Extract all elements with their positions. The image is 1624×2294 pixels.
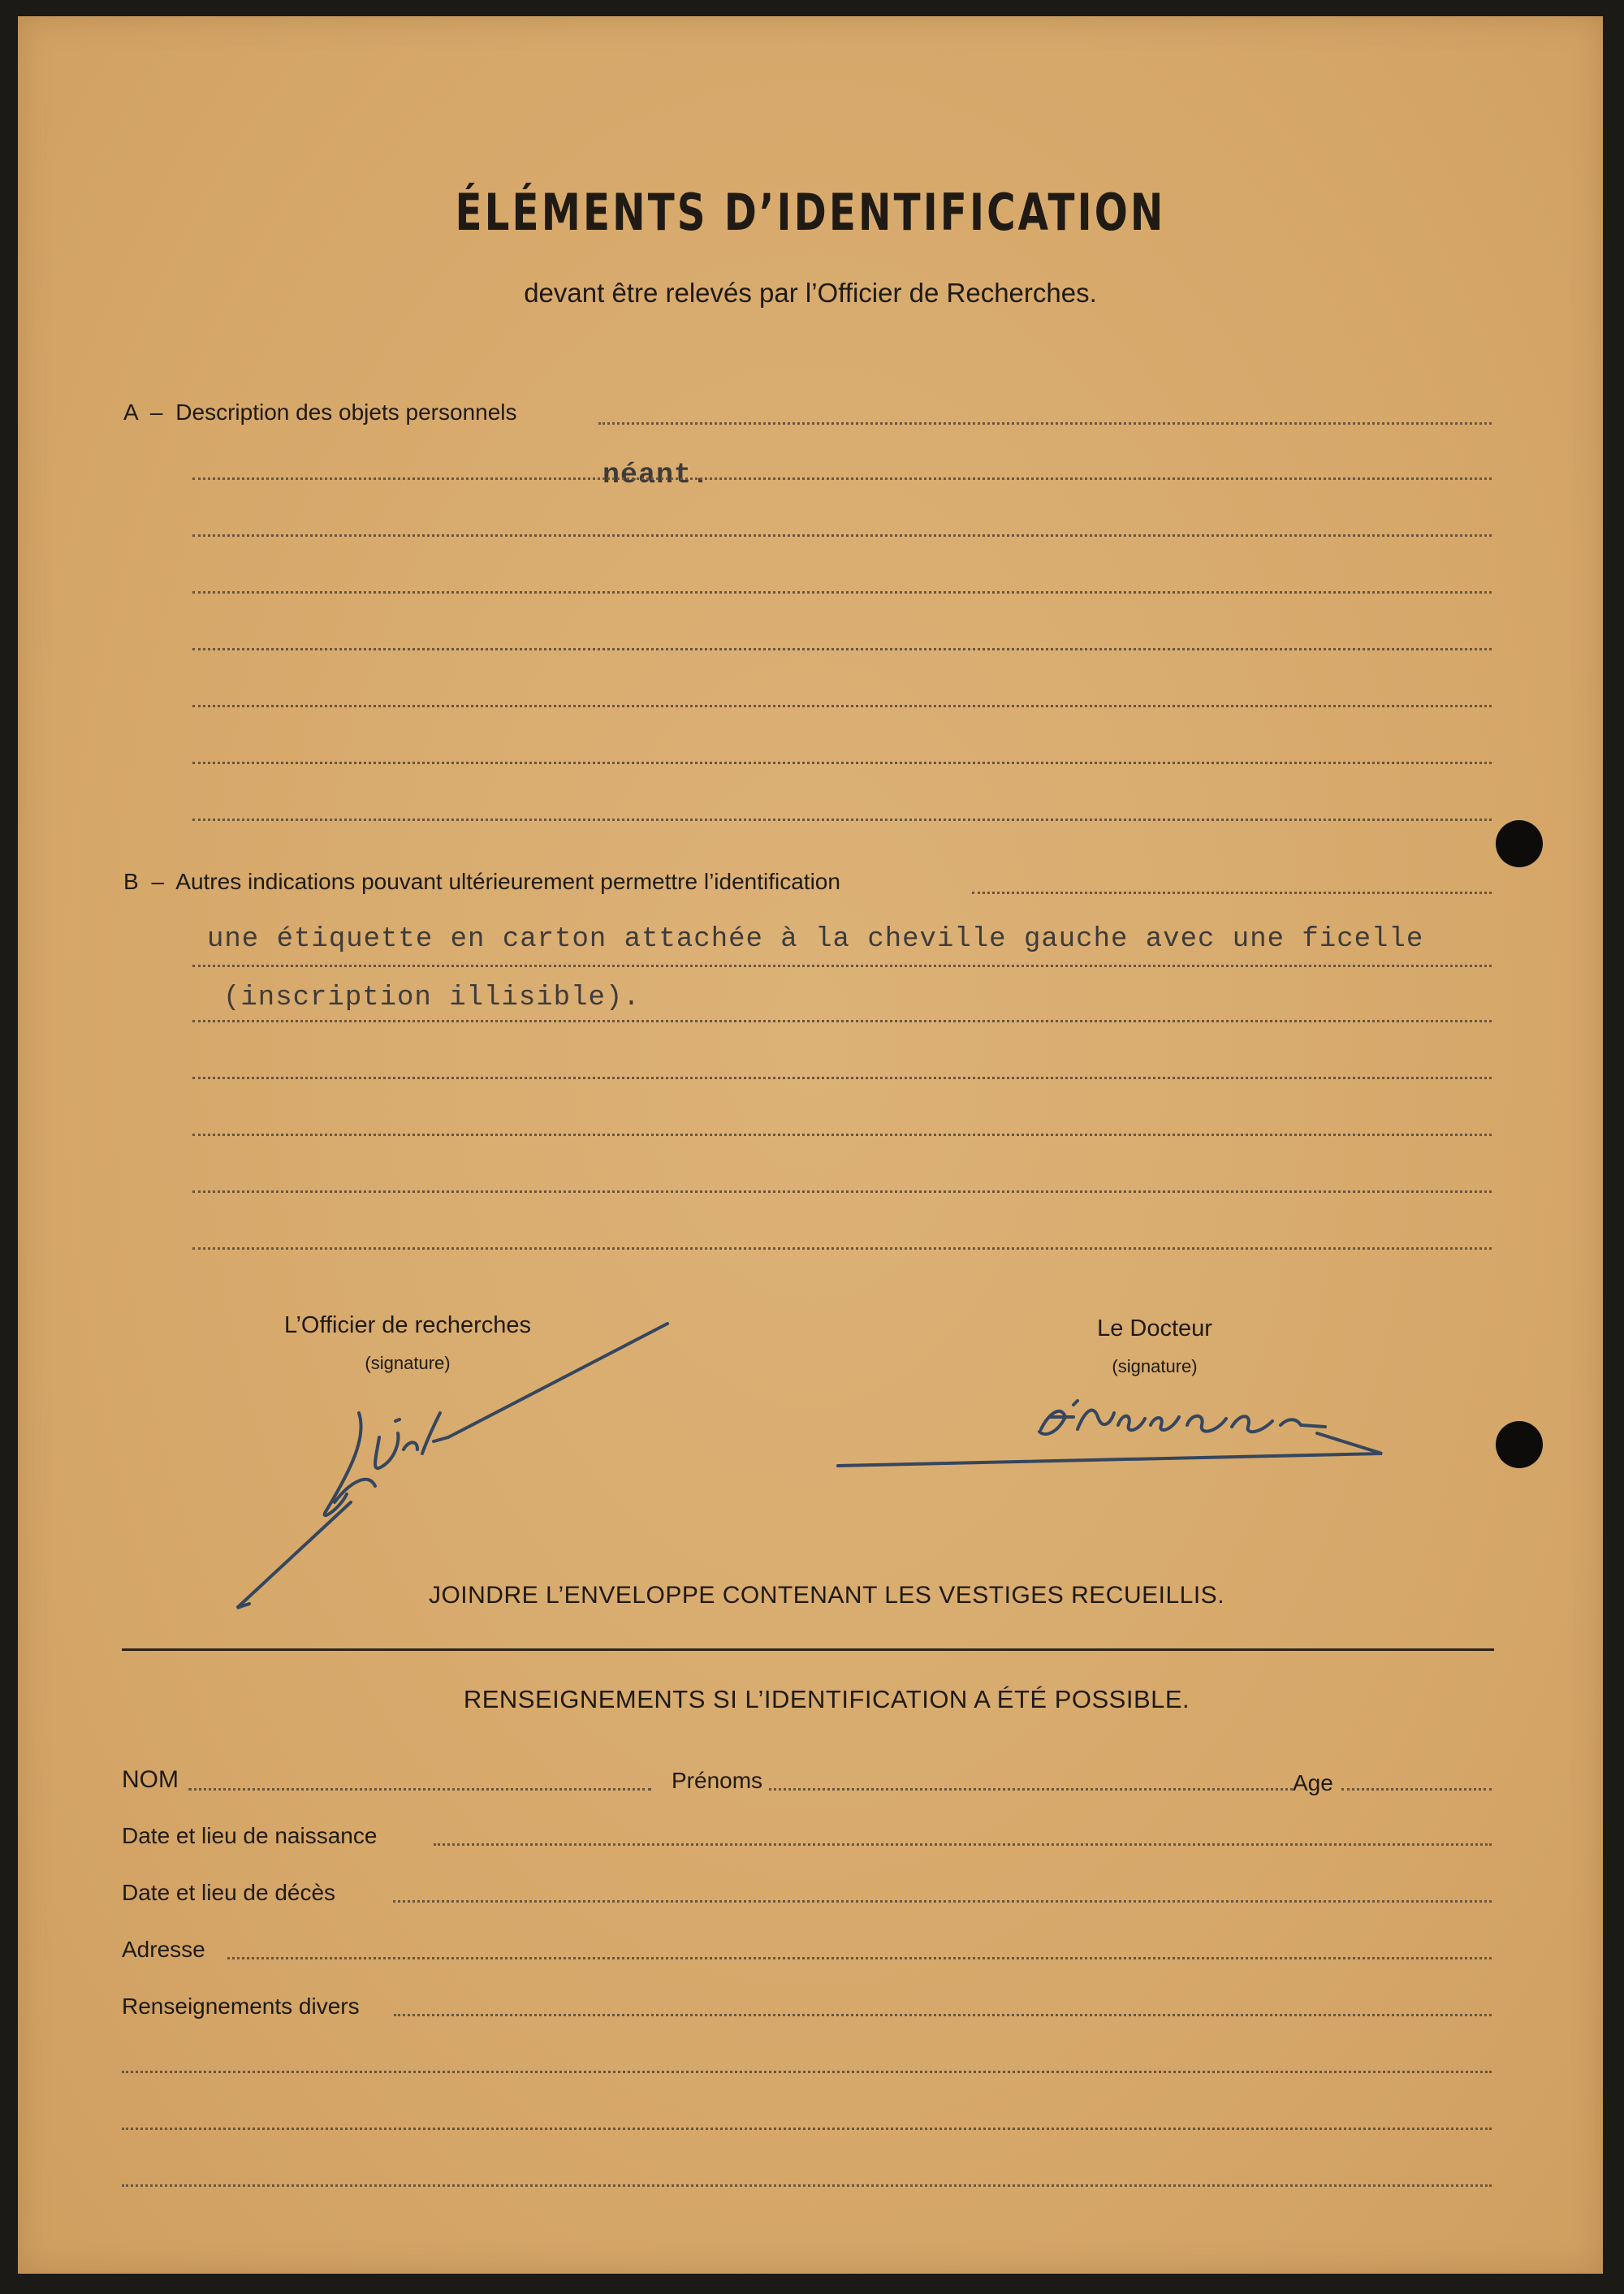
section-a-line-2[interactable] xyxy=(192,477,1492,480)
divers-field-1[interactable] xyxy=(394,2014,1492,2016)
doctor-title: Le Docteur xyxy=(1097,1315,1212,1341)
section-a-line-7[interactable] xyxy=(192,762,1492,764)
section-b-letter: B xyxy=(123,869,139,894)
doctor-signature-caption: (signature) xyxy=(1112,1356,1198,1376)
section-divider xyxy=(122,1648,1494,1651)
instruction-text: JOINDRE L’ENVELOPPE CONTENANT LES VESTIGES RECUEILLIS. xyxy=(428,1582,1225,1609)
divers-field-3[interactable] xyxy=(122,2128,1492,2130)
section-b-line-6[interactable] xyxy=(192,1190,1492,1193)
form-subtitle: devant être relevés par l’Officier de Recherches. xyxy=(524,278,1097,308)
section-b-line-7[interactable] xyxy=(192,1247,1492,1250)
form-title: ÉLÉMENTS D’IDENTIFICATION xyxy=(455,183,1166,242)
section-a-line-1[interactable] xyxy=(598,422,1492,425)
nom-field[interactable] xyxy=(188,1788,651,1791)
section-a-line-6[interactable] xyxy=(192,705,1492,707)
section-b-line-3[interactable] xyxy=(192,1020,1492,1022)
form-sheet xyxy=(18,16,1603,2274)
section-b-dash: – xyxy=(151,869,165,894)
section-a-letter: A xyxy=(123,400,138,425)
prenoms-label: Prénoms xyxy=(672,1768,763,1793)
adresse-label: Adresse xyxy=(122,1937,205,1962)
deces-field[interactable] xyxy=(393,1900,1492,1903)
section-b-line-5[interactable] xyxy=(192,1134,1492,1136)
officer-signature-caption: (signature) xyxy=(365,1353,451,1373)
punch-hole-bottom xyxy=(1496,1421,1543,1468)
deces-label: Date et lieu de décès xyxy=(122,1880,336,1905)
prenoms-field[interactable] xyxy=(769,1788,1293,1791)
section-a-typed-value: néant. xyxy=(603,459,710,491)
nom-label: NOM xyxy=(122,1766,179,1793)
divers-label: Renseignements divers xyxy=(122,1994,360,2019)
section-a-dash: – xyxy=(149,400,163,425)
section-a-line-3[interactable] xyxy=(192,534,1492,537)
section-b-line-4[interactable] xyxy=(192,1077,1492,1079)
section-a-label xyxy=(123,400,517,426)
section-a-line-5[interactable] xyxy=(192,648,1492,650)
section-b-line-2[interactable] xyxy=(192,965,1492,967)
officer-signature xyxy=(205,1299,708,1624)
section-a-line-8[interactable] xyxy=(192,819,1492,821)
section-b-line-1[interactable] xyxy=(972,892,1492,894)
doctor-signature xyxy=(830,1368,1431,1490)
section-c-heading: RENSEIGNEMENTS SI L’IDENTIFICATION A ÉTÉ POSSIBLE. xyxy=(463,1685,1190,1713)
adresse-field[interactable] xyxy=(227,1957,1492,1959)
section-b-typed-line-2: (inscription illisible). xyxy=(223,983,641,1013)
naissance-field[interactable] xyxy=(434,1843,1492,1846)
section-b-typed-line-1: une étiquette en carton attachée à la cheville gauche avec une ficelle xyxy=(207,924,1424,955)
section-b-label xyxy=(123,869,840,895)
age-label: Age xyxy=(1293,1770,1333,1795)
age-field[interactable] xyxy=(1341,1788,1492,1791)
punch-hole-top xyxy=(1496,820,1543,867)
divers-field-4[interactable] xyxy=(122,2184,1492,2187)
section-b-text: Autres indications pouvant ultérieurement permettre l’identification xyxy=(175,869,840,894)
section-a-line-4[interactable] xyxy=(192,591,1492,594)
divers-field-2[interactable] xyxy=(122,2071,1492,2073)
officer-title: L’Officier de recherches xyxy=(283,1312,532,1338)
section-a-text: Description des objets personnels xyxy=(175,400,517,425)
naissance-label: Date et lieu de naissance xyxy=(122,1823,378,1848)
